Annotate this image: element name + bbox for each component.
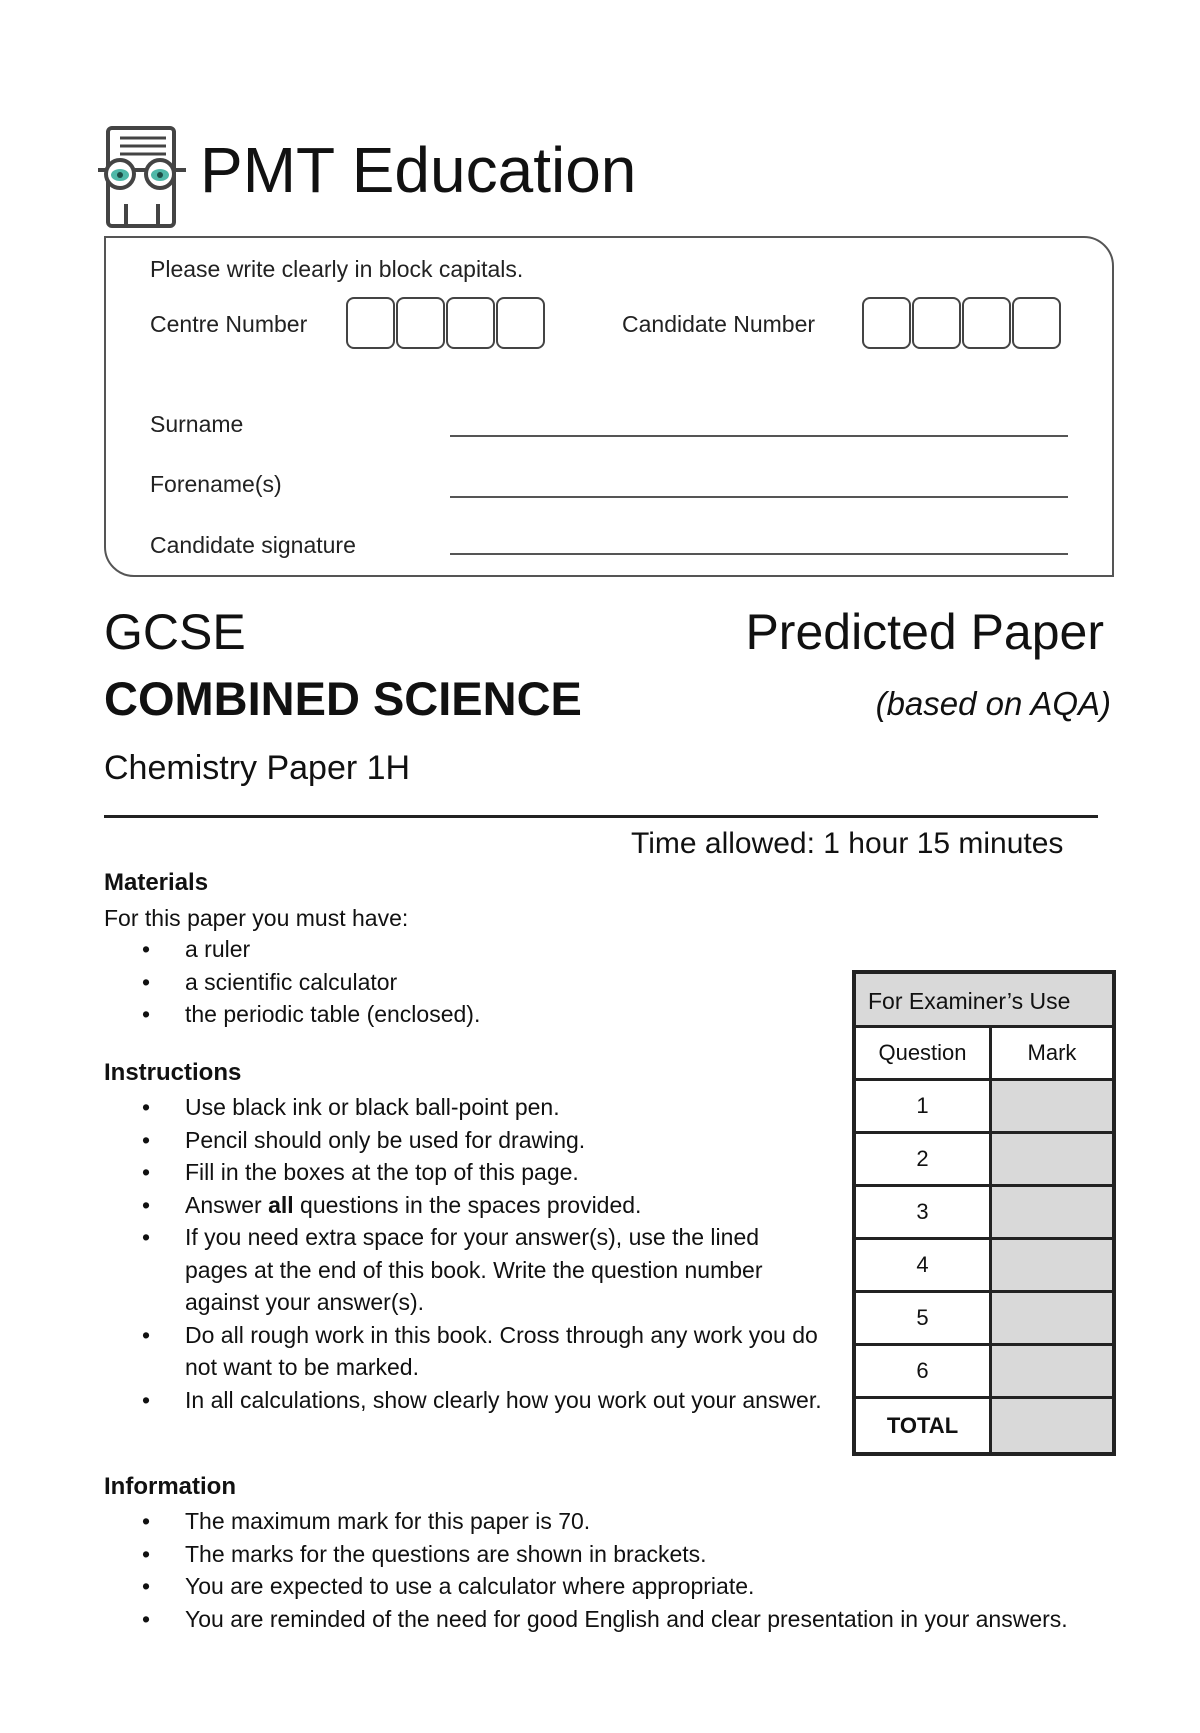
centre-number-digit[interactable] bbox=[496, 297, 545, 349]
list-item bbox=[104, 1189, 824, 1222]
candidate-number-digit[interactable] bbox=[912, 297, 961, 349]
signature-line[interactable] bbox=[450, 553, 1068, 555]
question-number: 6 bbox=[856, 1346, 992, 1396]
information-list bbox=[104, 1505, 1184, 1635]
answer-emphasis: all bbox=[268, 1191, 294, 1218]
mark-cell[interactable] bbox=[992, 1187, 1112, 1237]
forename-label: Forename(s) bbox=[150, 471, 282, 497]
candidate-number-digit[interactable] bbox=[1012, 297, 1061, 349]
information-heading: Information bbox=[104, 1473, 236, 1500]
block-capitals-instruction: Please write clearly in block capitals. bbox=[150, 256, 524, 282]
table-row bbox=[856, 1081, 1112, 1134]
instructions-list bbox=[104, 1091, 824, 1416]
list-item: • The maximum mark for this paper is 70. bbox=[104, 1505, 1184, 1538]
list-item: • The marks for the questions are shown in brackets. bbox=[104, 1538, 1184, 1571]
list-item: • If you need extra space for your answer(s), use the lined pages at the end of this book. Write the question number against your answer(s). bbox=[104, 1221, 824, 1319]
question-number: 5 bbox=[856, 1293, 992, 1343]
mark-cell[interactable] bbox=[992, 1240, 1112, 1290]
list-item: • the periodic table (enclosed). bbox=[104, 998, 804, 1031]
qualification-level: GCSE bbox=[104, 604, 246, 660]
candidate-number-label: Candidate Number bbox=[622, 311, 816, 337]
mark-cell[interactable] bbox=[992, 1293, 1112, 1343]
board-note: (based on AQA) bbox=[875, 685, 1111, 722]
mark-cell[interactable] bbox=[992, 1134, 1112, 1184]
surname-label: Surname bbox=[150, 411, 244, 437]
centre-number-digit[interactable] bbox=[446, 297, 495, 349]
candidate-details-box bbox=[104, 236, 1114, 577]
signature-label: Candidate signature bbox=[150, 532, 356, 558]
examiner-table-title: For Examiner’s Use bbox=[856, 974, 1112, 1028]
brand-name: PMT Education bbox=[200, 134, 637, 206]
paper-type: Predicted Paper bbox=[745, 604, 1104, 660]
mark-cell[interactable] bbox=[992, 1346, 1112, 1396]
candidate-number-digit[interactable] bbox=[862, 297, 911, 349]
mark-column-header: Mark bbox=[992, 1028, 1112, 1078]
examiner-use-table bbox=[852, 970, 1116, 1456]
surname-line[interactable] bbox=[450, 435, 1068, 437]
list-item: • Do all rough work in this book. Cross through any work you do not want to be marked. bbox=[104, 1319, 824, 1384]
total-mark-cell[interactable] bbox=[992, 1399, 1112, 1452]
candidate-number-digit[interactable] bbox=[962, 297, 1011, 349]
list-item: • Use black ink or black ball-point pen. bbox=[104, 1091, 824, 1124]
instructions-heading: Instructions bbox=[104, 1059, 242, 1086]
mark-cell[interactable] bbox=[992, 1081, 1112, 1131]
time-allowed: Time allowed: 1 hour 15 minutes bbox=[631, 827, 1064, 860]
materials-list bbox=[104, 933, 804, 1031]
question-number: 1 bbox=[856, 1081, 992, 1131]
total-label: TOTAL bbox=[856, 1399, 992, 1452]
materials-heading: Materials bbox=[104, 869, 209, 896]
answer-suffix: questions in the spaces provided. bbox=[293, 1191, 642, 1218]
table-row bbox=[856, 1240, 1112, 1293]
forename-line[interactable] bbox=[450, 496, 1068, 498]
centre-number-label: Centre Number bbox=[150, 311, 308, 337]
list-item: • Fill in the boxes at the top of this page. bbox=[104, 1156, 824, 1189]
paper-name: Chemistry Paper 1H bbox=[104, 749, 411, 787]
list-item: • In all calculations, show clearly how you work out your answer. bbox=[104, 1384, 824, 1417]
centre-number-digit[interactable] bbox=[396, 297, 445, 349]
question-number: 2 bbox=[856, 1134, 992, 1184]
table-row bbox=[856, 1134, 1112, 1187]
list-item: • a scientific calculator bbox=[104, 966, 804, 999]
question-number: 3 bbox=[856, 1187, 992, 1237]
candidate-number-field[interactable] bbox=[862, 297, 1062, 349]
centre-number-field[interactable] bbox=[346, 297, 546, 349]
materials-intro: For this paper you must have: bbox=[104, 905, 409, 931]
table-row bbox=[856, 1346, 1112, 1399]
question-column-header: Question bbox=[856, 1028, 992, 1078]
question-number: 4 bbox=[856, 1240, 992, 1290]
total-row bbox=[856, 1399, 1112, 1452]
answer-prefix: Answer bbox=[185, 1191, 269, 1218]
table-row bbox=[856, 1187, 1112, 1240]
list-item: • a ruler bbox=[104, 933, 804, 966]
table-row bbox=[856, 1293, 1112, 1346]
pmt-logo-icon bbox=[96, 124, 191, 232]
centre-number-digit[interactable] bbox=[346, 297, 395, 349]
title-divider bbox=[104, 815, 1098, 818]
examiner-header-row bbox=[856, 1028, 1112, 1081]
list-item: • You are reminded of the need for good English and clear presentation in your answers. bbox=[104, 1603, 1184, 1636]
list-item: • You are expected to use a calculator where appropriate. bbox=[104, 1570, 1184, 1603]
subject-title: COMBINED SCIENCE bbox=[104, 672, 582, 725]
list-item: • Pencil should only be used for drawing. bbox=[104, 1124, 824, 1157]
